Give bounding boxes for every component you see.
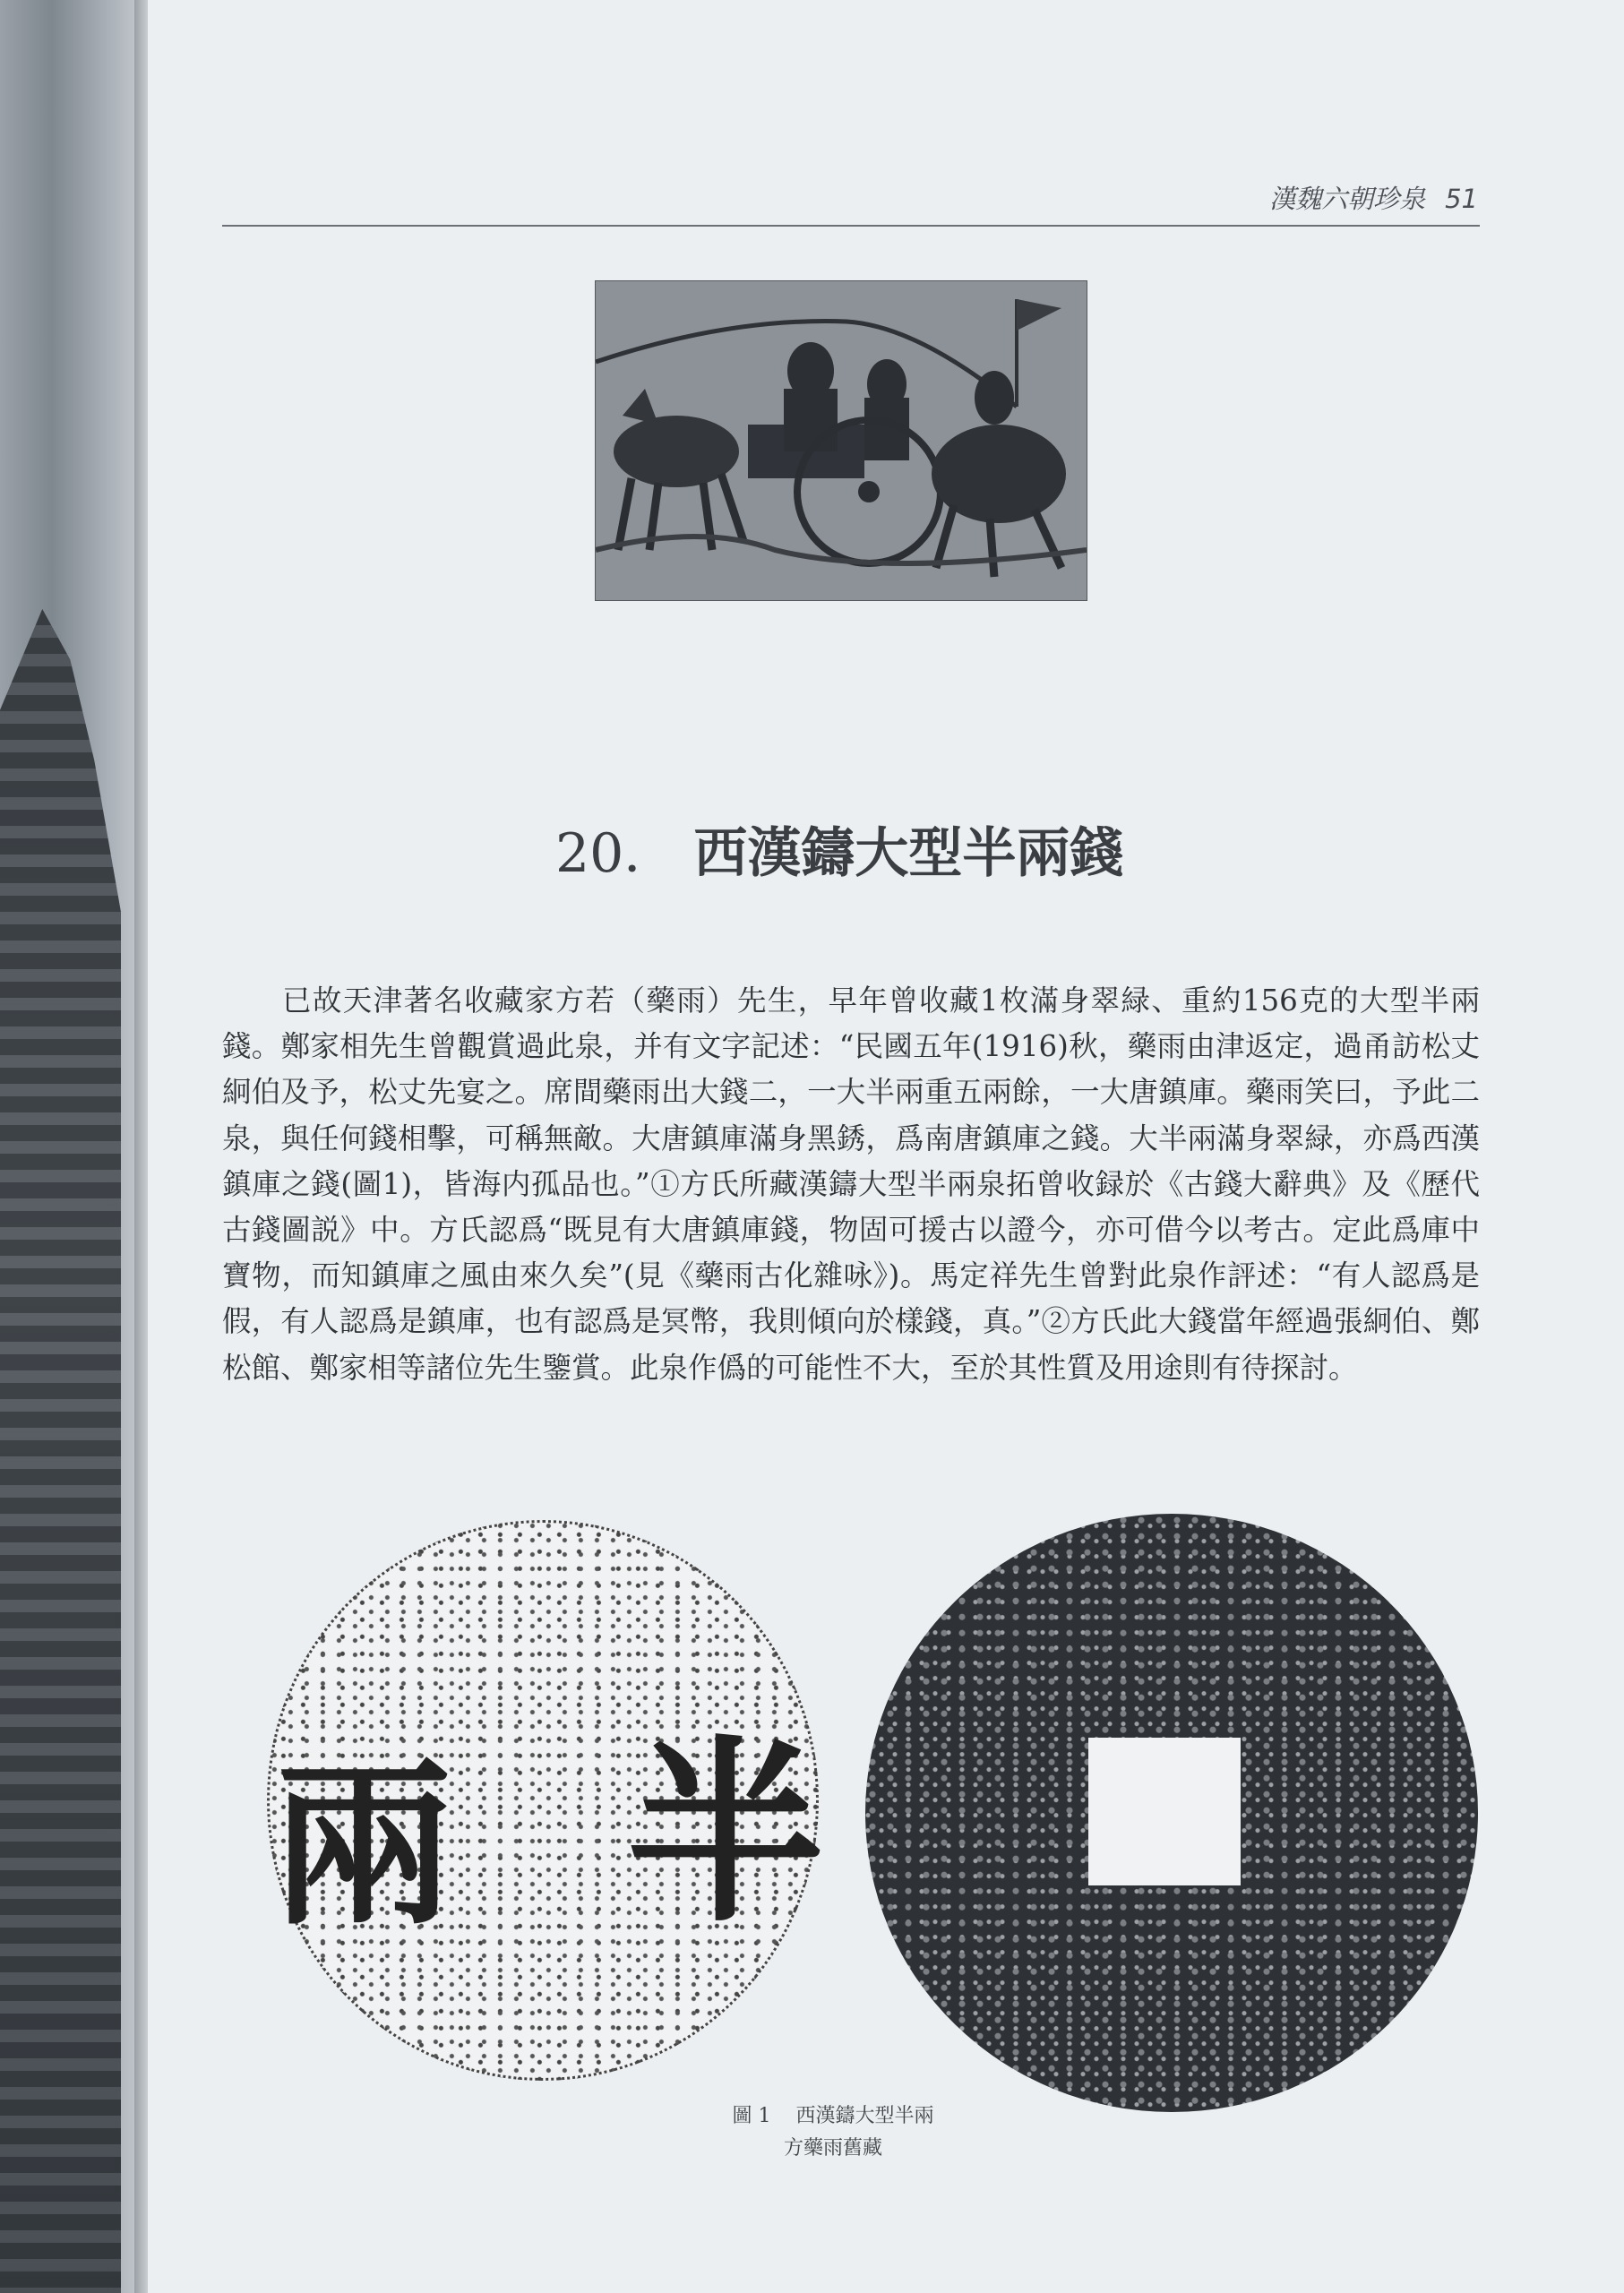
page-number: 51 <box>1445 184 1478 214</box>
chariot-relief-image <box>595 280 1087 601</box>
coin-character-liang: 兩 <box>273 1739 453 1950</box>
caption-line-2: 方藥雨舊藏 <box>783 2137 882 2160</box>
body-paragraph: 已故天津著名收藏家方若（藥雨）先生，早年曾收藏1枚滿身翠緑、重約156克的大型半兩錢。鄭家相先生曾觀賞過此泉，并有文字記述：“民國五年(1916)秋，藥雨由津返定，過甬訪松丈絅伯及予，松丈先宴之。席間藥雨出大錢二，一大半兩重五兩餘，一大唐鎮庫。藥雨笑曰，予此二泉，與任何錢相擊，可稱無敵。大唐鎮庫滿身黑銹，爲南唐鎮庫之錢。大半兩滿身翠緑，亦爲西漢鎮庫之錢(圖1)，皆海内孤品也。”①方氏所藏漢鑄大型半兩泉拓曾收録於《古錢大辭典》及《歷代古錢圖説》中。方氏認爲“既見有大唐鎮庫錢，物固可援古以證今，亦可借今以考古。定此爲庫中寶物，而知鎮庫之風由來久矣”(見《藥雨古化雜咏》)。馬定祥先生曾對此泉作評述：“有人認爲是假，有人認爲是鎮庫，也有認爲是冥幣，我則傾向於樣錢，真。”②方氏此大錢當年經過張絅伯、鄭松館、鄭家相等諸位先生鑒賞。此泉作僞的可能性不大，至於其性質及用途則有待探討。 <box>222 983 1480 1385</box>
adjacent-page-photo <box>0 609 121 2293</box>
body-text <box>222 978 1480 1391</box>
caption-line-1 <box>627 2100 1039 2133</box>
header-rule <box>222 225 1480 227</box>
chariot-relief-illustration <box>596 281 1087 600</box>
section-heading: 西漢鑄大型半兩錢 <box>693 822 1124 885</box>
book-title: 漢魏六朝珍泉 <box>1269 184 1426 214</box>
running-header <box>1164 179 1478 224</box>
caption-title: 西漢鑄大型半兩 <box>795 2105 934 2127</box>
figure-caption <box>627 2100 1039 2165</box>
section-number: 20． <box>555 822 678 885</box>
coin-square-hole <box>1088 1738 1241 1885</box>
coin-character-ban: 半 <box>627 1716 825 1948</box>
section-title <box>555 811 1182 891</box>
caption-label: 圖 1 <box>732 2105 771 2127</box>
